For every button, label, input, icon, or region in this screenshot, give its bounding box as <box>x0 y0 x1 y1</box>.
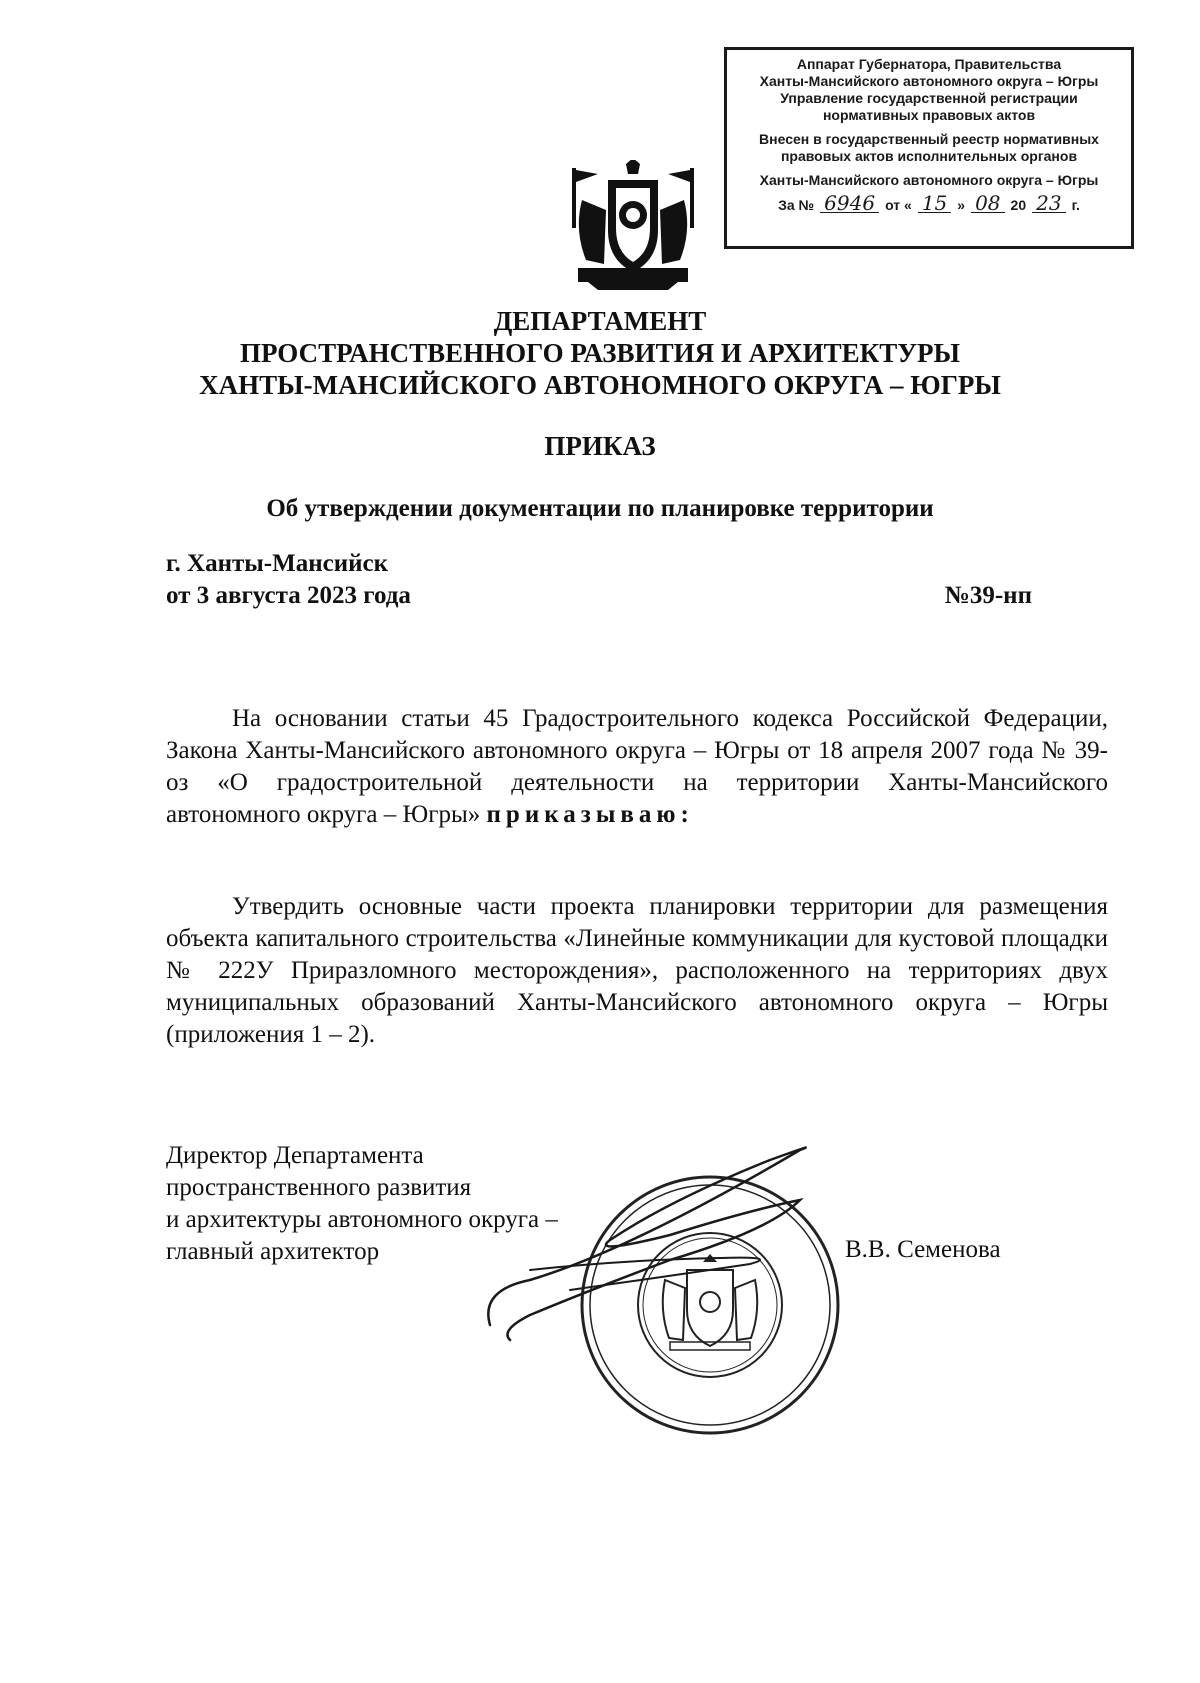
reg-year-suffix: г. <box>1071 197 1080 213</box>
registration-number-line <box>731 191 1127 215</box>
basis-text: На основании статьи 45 Градостроительного кодекса Российской Федерации, Закона Ханты-Мансийского автономного округа – Югры от 18 апреля 2007 года № 39-оз «О градостроительной деятельности на территории Ханты-Мансийского автономного округа – Югры» <box>166 705 1108 828</box>
reg-number: 6946 <box>820 195 879 213</box>
reg-day-close: » <box>957 197 966 213</box>
signatory-position-line: Директор Департамента <box>166 1142 424 1169</box>
department-title-line: ХАНТЫ-МАНСИЙСКОГО АВТОНОМНОГО ОКРУГА – ЮГРЫ <box>199 370 1001 400</box>
reg-year-prefix: 20 <box>1010 197 1027 213</box>
stamp-line: правовых актов исполнительных органов <box>780 148 1078 164</box>
reg-prefix: За № <box>778 197 815 213</box>
orders-word: приказываю: <box>486 801 694 828</box>
reg-day: 15 <box>918 195 951 213</box>
signatory-position-line: пространственного развития <box>166 1174 472 1201</box>
signatory-position-line: и архитектуры автономного округа – <box>166 1206 558 1233</box>
body-paragraph-decision: Утвердить основные части проекта планировки территории для размещения объекта капитального строительства «Линейные коммуникации для кустовой площадки № 222У Приразломного месторождения», расположенного на территориях двух муниципальных образований Ханты-Мансийского автономного округа – Югры (приложения 1 – 2). <box>166 893 1108 1048</box>
stamp-line: Ханты-Мансийского автономного округа – Югры <box>759 73 1099 89</box>
signatory-position-line: главный архитектор <box>166 1238 380 1265</box>
reg-from: от « <box>885 197 912 213</box>
signer-name: В.В. Семенова <box>845 1236 1001 1263</box>
stamp-line: Управление государственной регистрации <box>780 90 1078 106</box>
department-title-line: ДЕПАРТАМЕНТ <box>493 306 707 336</box>
reg-year: 23 <box>1032 195 1065 213</box>
order-subject: Об утверждении документации по планировке территории <box>266 495 934 522</box>
department-title <box>0 305 1200 401</box>
order-date: от 3 августа 2023 года <box>166 582 411 609</box>
stamp-line: Внесен в государственный реестр нормативных <box>759 131 1099 147</box>
stamp-line: нормативных правовых актов <box>822 107 1036 123</box>
body-paragraph-basis <box>166 703 1108 831</box>
reg-month: 08 <box>971 195 1004 213</box>
order-number: №39-нп <box>944 582 1032 609</box>
handwritten-signature-icon <box>470 1140 840 1360</box>
order-city: г. Ханты-Мансийск <box>166 550 389 577</box>
coat-of-arms-icon <box>568 160 698 290</box>
stamp-line: Ханты-Мансийского автономного округа – Югры <box>759 172 1099 188</box>
order-title: ПРИКАЗ <box>544 431 656 461</box>
department-title-line: ПРОСТРАНСТВЕННОГО РАЗВИТИЯ И АРХИТЕКТУРЫ <box>239 338 961 368</box>
registration-stamp <box>724 47 1134 249</box>
stamp-line: Аппарат Губернатора, Правительства <box>796 56 1062 72</box>
